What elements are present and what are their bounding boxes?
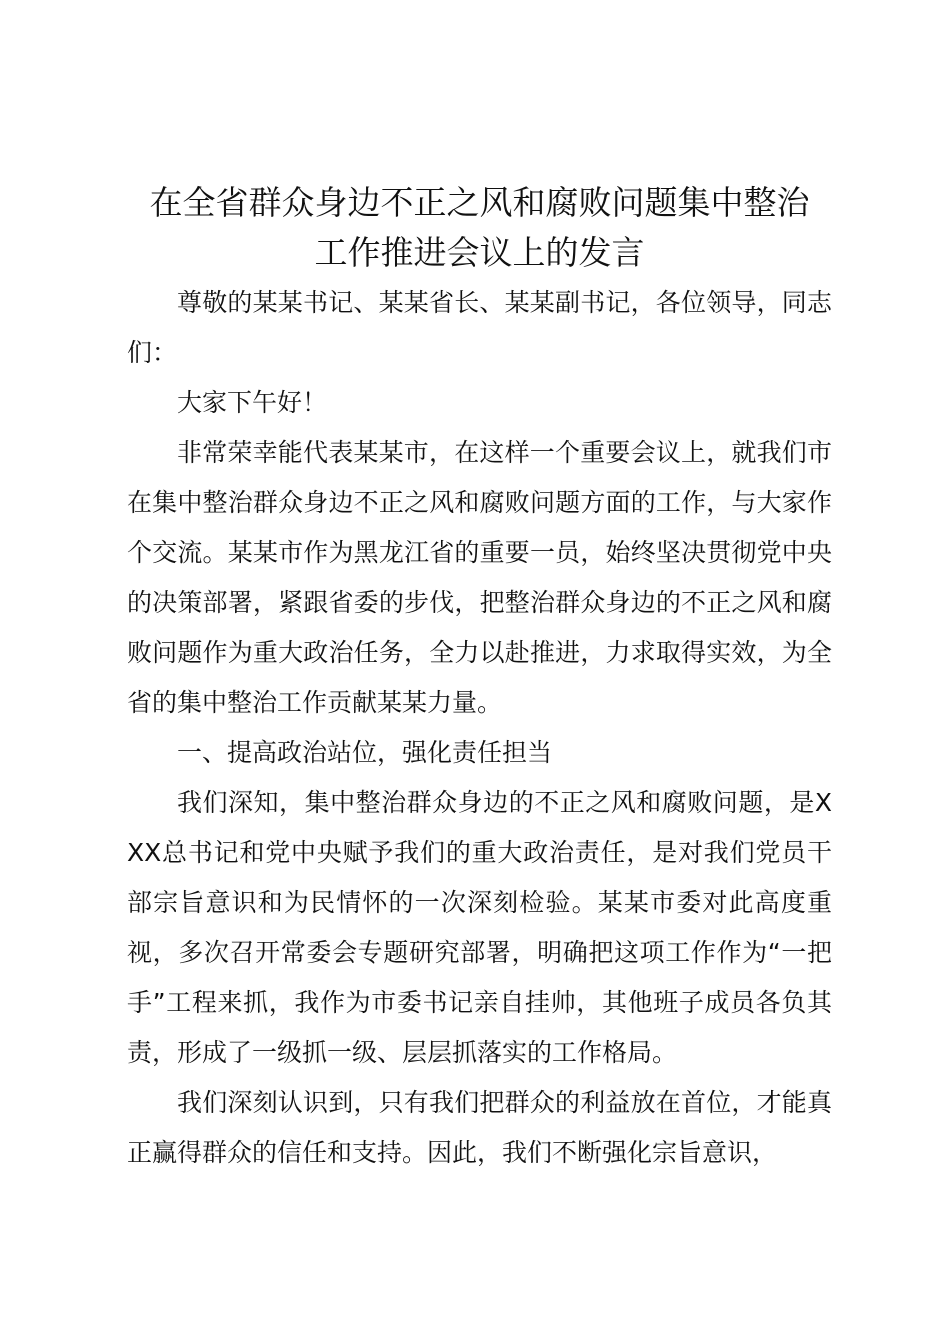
document-title xyxy=(127,178,832,278)
section-1-paragraph-2: 我们深刻认识到，只有我们把群众的利益放在首位，才能真正赢得群众的信任和支持。因此，我们不断强化宗旨意识， xyxy=(127,1088,832,1167)
document-page xyxy=(127,178,832,1178)
section-1-paragraph-1: 我们深知，集中整治群众身边的不正之风和腐败问题，是XXX总书记和党中央赋予我们的重大政治责任，是对我们党员干部宗旨意识和为民情怀的一次深刻检验。某某市委对此高度重视，多次召开常委会专题研究部署，明确把这项工作作为“一把手”工程来抓，我作为市委书记亲自挂帅，其他班子成员各负其责，形成了一级抓一级、层层抓落实的工作格局。 xyxy=(127,788,832,1067)
intro-paragraph: 非常荣幸能代表某某市，在这样一个重要会议上，就我们市在集中整治群众身边不正之风和腐败问题方面的工作，与大家作个交流。某某市作为黑龙江省的重要一员，始终坚决贯彻党中央的决策部署，紧跟省委的步伐，把整治群众身边的不正之风和腐败问题作为重大政治任务，全力以赴推进，力求取得实效，为全省的集中整治工作贡献某某力量。 xyxy=(127,438,832,717)
greeting: 大家下午好！ xyxy=(177,388,328,417)
title-line-2: 工作推进会议上的发言 xyxy=(314,233,645,272)
salutation: 尊敬的某某书记、某某省长、某某副书记，各位领导，同志们： xyxy=(127,288,832,367)
title-line-1: 在全省群众身边不正之风和腐败问题集中整治 xyxy=(149,183,810,222)
section-1-heading: 一、提高政治站位，强化责任担当 xyxy=(177,738,553,767)
